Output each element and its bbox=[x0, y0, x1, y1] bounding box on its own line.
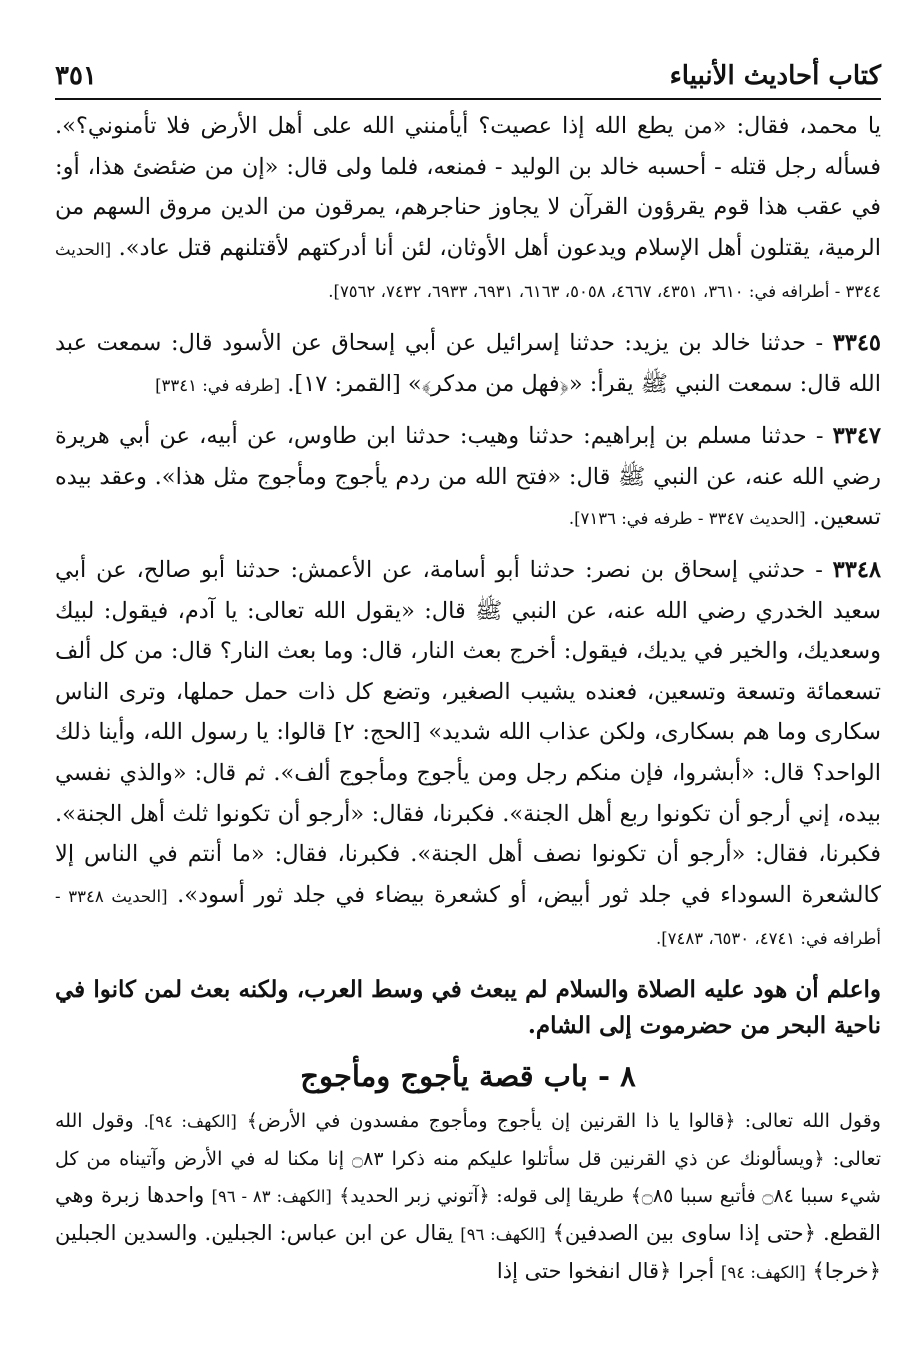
chapter-line3-ref: [الكهف: ٨٣ - ٩٦] bbox=[211, 1186, 332, 1206]
hadith-text: - حدثني إسحاق بن نصر: حدثنا أبو أسامة، عن الأعمش: حدثنا أبو صالح، عن أبي سعيد الخدري رضي الله عنه، عن النبي ﷺ قال: «يقول الله تعالى: يا آدم، فيقول: لبيك وسعديك، والخير في يديك، فيقول: أخرج بعث النار، قال: وما بعث النار؟ قال: من كل ألف تسعمائة وتسعة وتسعين، فعنده يشيب الصغير، وتضع كل ذات حمل حملها، وترى الناس سكارى وما هم بسكارى، ولكن عذاب الله شديد» [الحج: ٢] قالوا: يا رسول الله، وأينا ذلك الواحد؟ قال: «أبشروا، فإن منكم رجل ومن يأجوج ومأجوج ألف». ثم قال: «والذي نفسي بيده، إني أرجو أن تكونوا ربع أهل الجنة». فكبرنا، فقال: «أرجو أن تكونوا ثلث أهل الجنة». فكبرنا، فقال: «أرجو أن تكونوا نصف أهل الجنة». فكبرنا، فقال: «ما أنتم في الناس إلا كالشعرة السوداء في جلد ثور أبيض، أو كشعرة بيضاء في جلد ثور أسود». bbox=[55, 556, 882, 908]
running-title: كتاب أحاديث الأنبياء bbox=[669, 61, 881, 91]
chapter-line4-ref: [الكهف: ٩٤] bbox=[720, 1262, 806, 1282]
chapter-line3-ref2: [الكهف: ٩٦] bbox=[460, 1224, 546, 1244]
page-number: ٣٥١ bbox=[55, 61, 97, 91]
hadith-text: - حدثنا مسلم بن إبراهيم: حدثنا وهيب: حدثنا ابن طاوس، عن أبيه، عن أبي هريرة رضي الله عنه، عن النبي ﷺ قال: «فتح الله من ردم يأجوج ومأجوج مثل هذا». وعقد بيده تسعين. bbox=[55, 423, 881, 531]
hadith-text: - حدثنا خالد بن يزيد: حدثنا إسرائيل عن أبي إسحاق عن الأسود قال: سمعت عبد الله قال: سمعت النبي ﷺ يقرأ: «﴿فهل من مدكر﴾» [القمر: ١٧]. bbox=[55, 329, 881, 397]
page-header bbox=[55, 54, 881, 100]
hadith-ref: [طرفه في: ٣٣٤١] bbox=[155, 375, 281, 395]
chapter-heading: ٨ - باب قصة يأجوج ومأجوج bbox=[300, 1058, 636, 1093]
chapter-line4: أجرا ﴿قال انفخوا حتى إذا bbox=[496, 1258, 715, 1283]
hadith-3348 bbox=[55, 550, 881, 960]
hadith-3345 bbox=[55, 323, 881, 406]
chapter-intro bbox=[55, 1102, 881, 1291]
chapter-line1: وقول الله تعالى: ﴿قالوا يا ذا القرنين إن يأجوج ومأجوج مفسدون في الأرض﴾ bbox=[246, 1109, 881, 1132]
page-body bbox=[55, 106, 881, 1291]
hadith-ref: [الحديث ٣٣٤٨ - أطرافه في: ٤٧٤١، ٦٥٣٠، ٧٤٨٣]. bbox=[55, 886, 881, 949]
hadith-continuation bbox=[55, 106, 881, 313]
hadith-number: ٣٣٤٥ bbox=[832, 329, 882, 356]
hadith-3347 bbox=[55, 416, 881, 540]
hadith-continuation-ref: [الحديث ٣٣٤٤ - أطرافه في: ٣٦١٠، ٤٣٥١، ٤٦٦٧، ٥٠٥٨، ٦١٦٣، ٦٩٣١، ٦٩٣٣، ٧٤٣٢، ٧٥٦٢]. bbox=[55, 239, 881, 302]
chapter-line3b: يقال عن ابن عباس: الجبلين. والسدين الجبلين ﴿خرجا﴾ bbox=[55, 1220, 881, 1283]
hadith-ref: [الحديث ٣٣٤٧ - طرفه في: ٧١٣٦]. bbox=[568, 509, 806, 529]
chapter-line3: واحدها زبرة وهي القطع. ﴿حتى إذا ساوى بين الصدفين﴾ bbox=[55, 1182, 881, 1245]
hadith-continuation-text: يا محمد، فقال: «من يطع الله إذا عصيت؟ أيأمنني الله على أهل الأرض فلا تأمنوني؟». فسأله رجل قتله - أحسبه خالد بن الوليد - فمنعه، فلما ولى قال: «إن من ضئضئ هذا، أو: في عقب هذا قوم يقرؤون القرآن لا يجاوز حناجرهم، يمرقون من الدين مروق السهم من الرمية، يقتلون أهل الإسلام ويدعون أهل الأوثان، لئن أنا أدركتهم لأقتلنهم قتل عاد». bbox=[55, 113, 881, 261]
chapter-line1-ref: [الكهف: ٩٤]. bbox=[143, 1111, 237, 1131]
chapter-line2: وقول الله تعالى: ﴿ويسألونك عن ذي القرنين قل سأتلوا عليكم منه ذكرا ۝٨٣ إنا مكنا له في الأرض وآتيناه من كل شيء سببا ۝٨٤ فأتبع سببا ۝٨٥﴾ طريقا إلى قوله: ﴿آتوني زبر الحديد﴾ bbox=[55, 1109, 881, 1207]
hadith-number: ٣٣٤٧ bbox=[832, 423, 882, 450]
editor-note: واعلم أن هود عليه الصلاة والسلام لم يبعث في وسط العرب، ولكنه بعث لمن كانوا في ناحية البحر من حضرموت إلى الشام. bbox=[55, 975, 881, 1039]
hadith-number: ٣٣٤٨ bbox=[832, 556, 881, 583]
